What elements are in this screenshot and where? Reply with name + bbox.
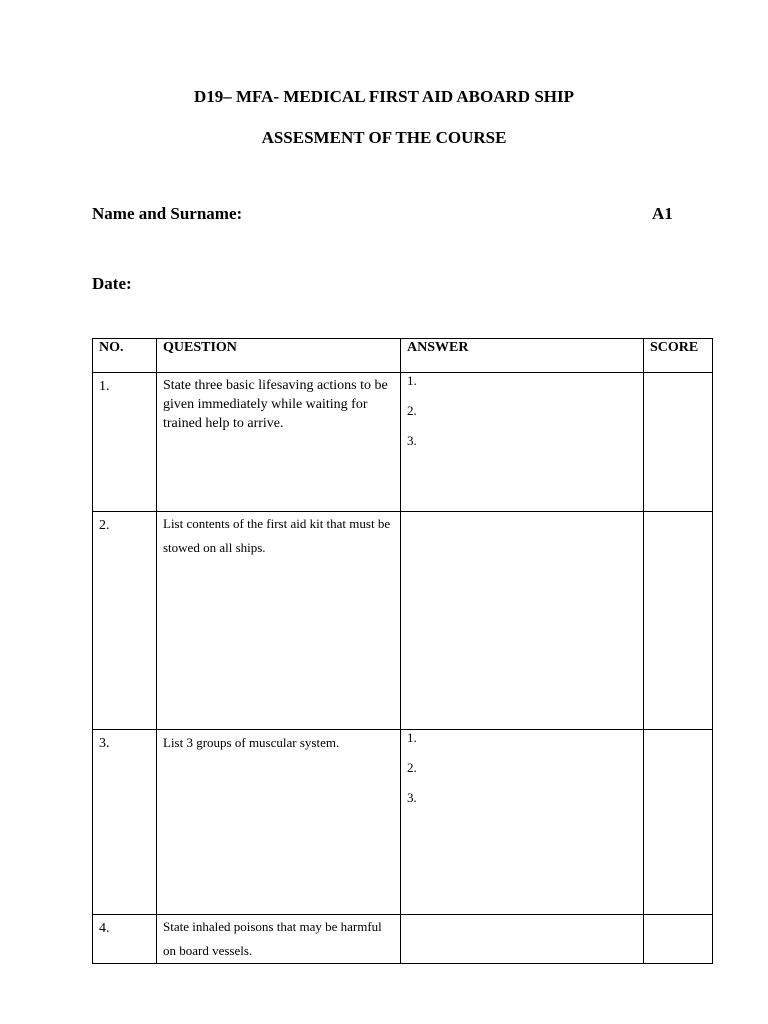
row-number: 4. xyxy=(93,915,157,964)
question-text: State three basic lifesaving actions to be given immediately while waiting for trained help to arrive. xyxy=(157,373,401,512)
table-row xyxy=(93,730,713,915)
document-title: D19– MFA- MEDICAL FIRST AID ABOARD SHIP xyxy=(193,87,575,106)
answer-cell[interactable] xyxy=(401,730,644,915)
question-text: State inhaled poisons that may be harmful on board vessels. xyxy=(157,915,401,964)
question-text: List contents of the first aid kit that must be stowed on all ships. xyxy=(157,512,401,730)
table-header-row xyxy=(93,339,713,373)
table-row xyxy=(93,915,713,964)
answer-item: 2. xyxy=(407,403,417,418)
row-number: 3. xyxy=(93,730,157,915)
row-number: 2. xyxy=(93,512,157,730)
score-cell[interactable] xyxy=(644,730,713,915)
form-code: A1 xyxy=(652,204,673,223)
document-subtitle: ASSESMENT OF THE COURSE xyxy=(261,128,507,147)
assessment-table xyxy=(92,338,713,964)
answer-cell[interactable] xyxy=(401,915,644,964)
header-score: SCORE xyxy=(644,339,713,373)
table-row xyxy=(93,512,713,730)
score-cell[interactable] xyxy=(644,915,713,964)
answer-cell[interactable] xyxy=(401,373,644,512)
answer-item: 2. xyxy=(407,760,417,775)
score-cell[interactable] xyxy=(644,373,713,512)
answer-item: 1. xyxy=(407,730,417,745)
row-number: 1. xyxy=(93,373,157,512)
answer-item: 3. xyxy=(407,433,417,448)
question-text: List 3 groups of muscular system. xyxy=(157,730,401,915)
answer-item: 1. xyxy=(407,373,417,388)
name-surname-label: Name and Surname: xyxy=(92,204,243,223)
header-answer: ANSWER xyxy=(401,339,644,373)
header-no: NO. xyxy=(93,339,157,373)
answer-item: 3. xyxy=(407,790,417,805)
table-row xyxy=(93,373,713,512)
header-question: QUESTION xyxy=(157,339,401,373)
date-label: Date: xyxy=(92,274,132,293)
answer-cell[interactable] xyxy=(401,512,644,730)
score-cell[interactable] xyxy=(644,512,713,730)
